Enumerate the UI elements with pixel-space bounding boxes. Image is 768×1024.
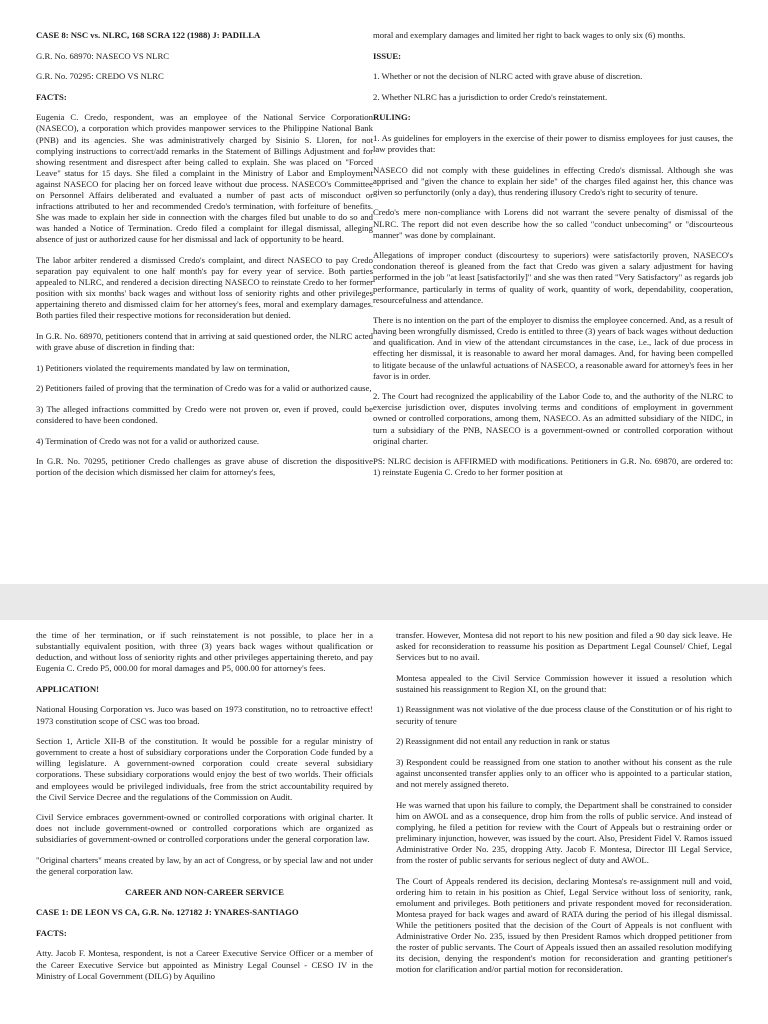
list-item: 4) Termination of Credo was not for a valid or authorized cause. bbox=[36, 435, 260, 446]
list-item: 1) Reassignment was not violative of the due process clause of the Constitution or of his right to security of tenure bbox=[396, 704, 732, 726]
section-heading: CAREER AND NON-CAREER SERVICE bbox=[125, 886, 284, 897]
list-item: 1) Petitioners violated the requirements mandated by law on termination, bbox=[36, 362, 290, 373]
top-right-column bbox=[373, 30, 733, 488]
top-left-column bbox=[36, 30, 373, 488]
paragraph: NASECO did not comply with these guidelines in effecting Credo's dismissal. Although she was apprised and "given the chance to explain her side" of the charges filed against her, this chance was given so perfunctorily (only a day), thus rendering illusory Credo's right to security of tenure. bbox=[373, 164, 733, 197]
list-item: 2. Whether NLRC has a jurisdiction to order Credo's reinstatement. bbox=[373, 91, 608, 102]
paragraph: In G.R. No. 68970, petitioners contend that in arriving at said questioned order, the NLRC acted with grave abuse of discretion in finding that: bbox=[36, 331, 373, 353]
paragraph: Montesa appealed to the Civil Service Commission however it issued a resolution which sustained his reassignment to Region XI, on the ground that: bbox=[396, 672, 732, 694]
paragraph: Civil Service embraces government-owned or controlled corporations with original charter. It does not include government-owned or controlled corporations which are organized as subsidiaries of government-owned or controlled corporations under the general corporation law. bbox=[36, 812, 373, 845]
paragraph: There is no intention on the part of the employer to dismiss the employee concerned. And, as a result of having been wrongfully dismissed, Credo is entitled to three (3) years of back wages without deduction and qualification. And in view of the attendant circumstances in the case, i.e., lack of due process in effecting her dismissal, it is reasonable to award her moral damages. And, for having been compelled to litigate because of the unlawful actuations of NASECO, a reasonable award for attorney's fees in her favor is in order. bbox=[373, 315, 733, 381]
paragraph: Atty. Jacob F. Montesa, respondent, is not a Career Executive Service Officer or a member of the Career Executive Service but appointed as Ministry Legal Counsel - CESO IV in the Ministry of Local Government (DILG) by Aquilino bbox=[36, 948, 373, 981]
paragraph: Credo's mere non-compliance with Lorens did not warrant the severe penalty of dismissal of the NLRC. The report did not even describe how the so called "conduct unbecoming" or "discourteous manner" was done by complainant. bbox=[373, 207, 733, 240]
list-item: 2) Petitioners failed of proving that the termination of Credo was for a valid or authorized cause, bbox=[36, 383, 372, 394]
facts-heading: FACTS: bbox=[36, 927, 67, 938]
document-page-bottom bbox=[0, 620, 768, 1024]
paragraph: Allegations of improper conduct (discourtesy to superiors) were satisfactorily proven, NASECO's condonation thereof is gleaned from the fact that Credo was given a salary adjustment for having performed in the job "at least [satisfactorily]" and she was then rated "Very Satisfactory" as regards job performance, particularly in terms of quality of work, quantity of work, dependability, cooperation, resourcefulness and attendance. bbox=[373, 250, 733, 305]
facts-heading: FACTS: bbox=[36, 91, 67, 102]
paragraph: moral and exemplary damages and limited her right to back wages to only six (6) months. bbox=[373, 30, 686, 40]
page-gap bbox=[0, 584, 768, 620]
gr-number-1: G.R. No. 68970: NASECO VS NLRC bbox=[36, 50, 170, 61]
paragraph: 1. As guidelines for employers in the exercise of their power to dismiss employees for just causes, the law provides that: bbox=[373, 132, 733, 155]
list-item: 2) Reassignment did not entail any reduction in rank or status bbox=[396, 736, 610, 747]
list-item: 3) Respondent could be reassigned from one station to another without his consent as the rule against unconsented transfer applies only to an officer who is appointed to a particular station, and not merely assigned thereto. bbox=[396, 756, 732, 789]
ruling-heading: RULING: bbox=[373, 112, 411, 123]
paragraph: National Housing Corporation vs. Juco was based on 1973 constitution, no to retroactive effect! 1973 constitution scope of CSC was too broad. bbox=[36, 704, 373, 726]
paragraph: Eugenia C. Credo, respondent, was an employee of the National Service Corporation (NASECO), a corporation which provides manpower services to the Philippine National Bank (PNB) and its agencies. She was administratively charged by Sisinio S. Lloren, for not complying instructions to correct/add remarks in the Statement of Billings Adjustment and for showing resentment and disrespect after being called to explain. She was placed on "Forced Leave" status for 15 days. She filed a complaint in the Ministry of Labor and Employment against NASECO for placing her on forced leave without due process. NASECO's Committee on Personnel Affairs deliberated and evaluated a number of past acts of misconduct or infractions attributed to her and recommended Credo's termination, with forfeiture of benefits. She was made to explain her side in connection with the charges filed but unable to do so and was handed a Notice of Termination. Credo filed a complaint for illegal dismissal, alleging absence of just or authorized cause for her dismissal and lack of opportunity to be heard. bbox=[36, 112, 373, 245]
paragraph: transfer. However, Montesa did not report to his new position and filed a 90 day sick leave. He asked for reconsideration to reassume his position as Department Legal Counsel/ Chief, Legal Services but to no avail. bbox=[396, 630, 732, 663]
list-item: 3) The alleged infractions committed by Credo were not proven or, even if proved, could be considered to have been condoned. bbox=[36, 403, 373, 426]
list-item: 1. Whether or not the decision of NLRC acted with grave abuse of discretion. bbox=[373, 71, 643, 82]
paragraph: The Court of Appeals rendered its decision, declaring Montesa's re-assignment null and void, ordering him to retain in his position as Chief, Legal Service without loss of seniority, rank, emolument and privileges. Both petitioners and private respondent moved for reconsideration. Montesa prayed for back wages and award of RATA during the period of his illegal dismissal. While the petitioners posited that the decision of the Court of Appeals is not confluent with Administrative Order No. 235, issued by then President Ramos which dropped petitioner from the roster of public servants. The Court of Appeals issued then an assailed resolution modifying its decision, denying the respondent's motion for reconsideration and granting petitioner's motion for clarification and/or partial motion for reconsideration. bbox=[396, 875, 732, 975]
paragraph: In G.R. No. 70295, petitioner Credo challenges as grave abuse of discretion the dispositive portion of the decision which dismissed her claim for attorney's fees, bbox=[36, 456, 373, 478]
paragraph: 2. The Court had recognized the applicability of the Labor Code to, and the authority of the NLRC to exercise jurisdiction over, disputes involving terms and conditions of employment in government owned or controlled corporations, among them, NASECO. As an admitted subsidiary of the NIDC, in turn a subsidiary of the PNB, NASECO is a government-owned or controlled corporation without original charter. bbox=[373, 391, 733, 446]
gr-number-2: G.R. No. 70295: CREDO VS NLRC bbox=[36, 71, 164, 82]
paragraph: the time of her termination, or if such reinstatement is not possible, to place her in a substantially equivalent position, with three (3) years back wages without qualification or deduction, and without loss of seniority rights and other privileges appertaining thereto, and pay Eugenia C. Credo P5, 000.00 for moral damages and P5, 000.00 for attorney's fees. bbox=[36, 630, 373, 674]
paragraph: Section 1, Article XII-B of the constitution. It would be possible for a regular ministry of government to create a host of subsidiary corporations under the Corporation Code funded by a willing legislature. A government-owned corporation could create several subsidiary corporations. These subsidiary corporations would enjoy the best of two worlds. Their officials and employees would be privileged individuals, free from the strict accountability required by the Civil Service Decree and the regulations of the Commission on Audit. bbox=[36, 736, 373, 802]
issue-heading: ISSUE: bbox=[373, 50, 402, 61]
paragraph: PS: NLRC decision is AFFIRMED with modifications. Petitioners in G.R. No. 69870, are ordered to: 1) reinstate Eugenia C. Credo to her former position at bbox=[373, 456, 733, 478]
bottom-right-column bbox=[396, 630, 732, 985]
paragraph: He was warned that upon his failure to comply, the Department shall be constrained to consider him on AWOL and as a consequence, drop him from the rolls of public service. And instead of complying, he filed a petition for review with the Court of Appeals but o restraining order or preliminary injunction, however, was issued by the court. Also, President Fidel V. Ramos issued Administrative Order No. 235, dropping Atty. Jacob F. Montesa, Director III Legal Service, from the roster of public servants for serious neglect of duty and AWOL. bbox=[396, 799, 732, 865]
application-heading: APPLICATION! bbox=[36, 683, 100, 694]
bottom-left-column bbox=[36, 630, 373, 991]
paragraph: The labor arbiter rendered a dismissed Credo's complaint, and direct NASECO to pay Credo separation pay equivalent to one half month's pay for every year of service. Both parties appealed to NLRC, and rendered a decision directing NASECO to reinstate Credo to her former position with six months' back wages and without loss of seniority rights and other privileges appertaining thereto and dismissed claim for her attorney's fees, moral and exemplary damages. Both parties filed their respective motions for reconsideration but denied. bbox=[36, 255, 373, 321]
paragraph: "Original charters" means created by law, by an act of Congress, or by special law and not under the general corporation law. bbox=[36, 855, 373, 877]
case-title: CASE 1: DE LEON VS CA, G.R. No. 127182 J: YNARES-SANTIAGO bbox=[36, 907, 299, 918]
case-title: CASE 8: NSC vs. NLRC, 168 SCRA 122 (1988) J: PADILLA bbox=[36, 30, 261, 40]
